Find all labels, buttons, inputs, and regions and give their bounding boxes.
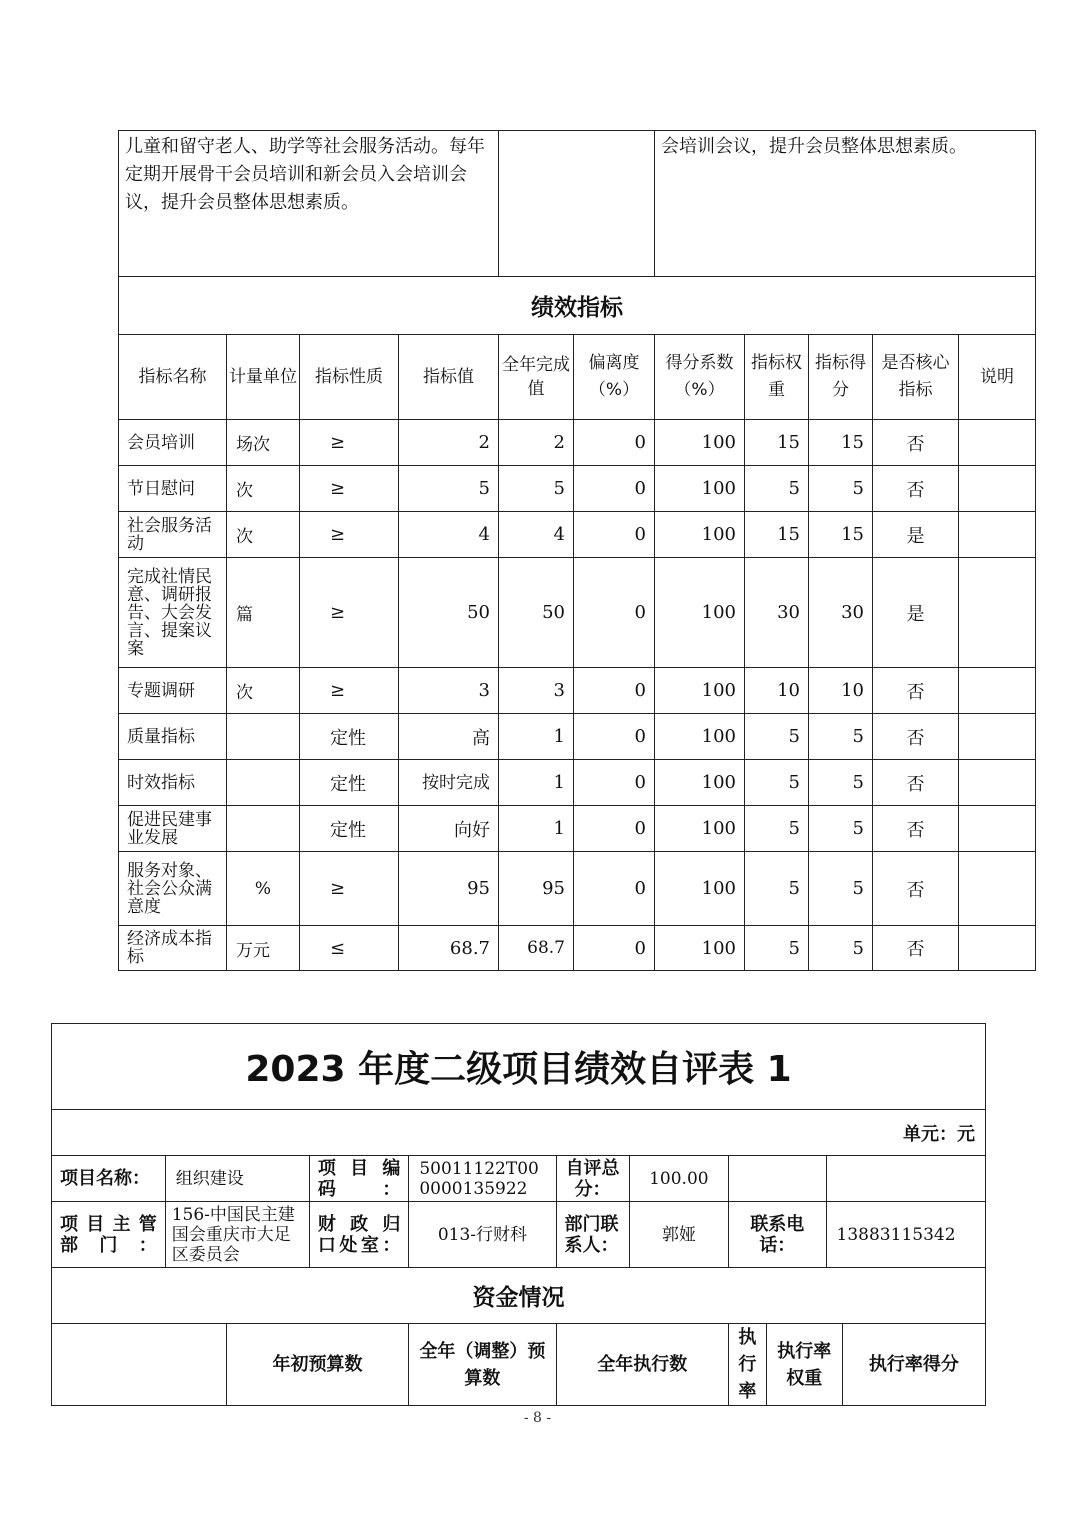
actual-value-cell: 4 [499,512,574,558]
weight-cell: 15 [745,420,809,466]
actual-value-cell: 1 [499,714,574,760]
weight-cell: 30 [745,558,809,668]
property-cell: ≥ [300,852,399,926]
header-weight: 指标权重 [745,335,809,420]
table-row [119,852,1036,926]
table-row [119,926,1036,971]
note-cell [959,668,1036,714]
header-target-value: 指标值 [399,335,499,420]
header-unit: 计量单位 [227,335,300,420]
performance-header-row [119,335,1036,420]
indicator-name-cell: 专题调研 [119,668,227,714]
table-row [119,466,1036,512]
coefficient-cell: 100 [655,760,745,806]
score-cell: 30 [809,558,873,668]
actual-value-cell: 2 [499,420,574,466]
unit-cell: 次 [227,668,300,714]
actual-value-cell: 50 [499,558,574,668]
actual-value-cell: 95 [499,852,574,926]
unit-cell: 次 [227,512,300,558]
note-cell [959,512,1036,558]
funds-header-execution-rate: 执行率 [729,1324,767,1406]
project-code-label: 项 目 编 码： [309,1156,408,1202]
continued-cell-right: 会培训会议，提升会员整体思想素质。 [655,131,1036,277]
note-cell [959,806,1036,852]
table-row [119,760,1036,806]
table-row [119,558,1036,668]
score-cell: 15 [809,420,873,466]
contact-label: 部门联系人： [556,1202,629,1268]
weight-cell: 5 [745,926,809,971]
note-cell [959,760,1036,806]
header-core: 是否核心指标 [873,335,959,420]
indicator-name-cell: 经济成本指标 [119,926,227,971]
continued-cell-middle [499,131,655,277]
note-cell [959,420,1036,466]
property-cell: 定性 [300,760,399,806]
note-cell [959,558,1036,668]
performance-section-title: 绩效指标 [119,277,1036,335]
funds-header-blank [52,1324,227,1406]
project-name-value: 组织建设 [165,1156,309,1202]
coefficient-cell: 100 [655,714,745,760]
coefficient-cell: 100 [655,512,745,558]
table-row [119,714,1036,760]
property-cell: ≥ [300,466,399,512]
deviation-cell: 0 [574,558,655,668]
score-cell: 15 [809,512,873,558]
department-label: 项 目 主 管 部门： [52,1202,166,1268]
unit-cell: % [227,852,300,926]
target-value-cell: 高 [399,714,499,760]
core-cell: 是 [873,512,959,558]
contact-value: 郭娅 [629,1202,728,1268]
finance-office-label: 财 政 归 口处室： [309,1202,408,1268]
phone-value: 13883115342 [826,1202,985,1268]
unit-cell: 场次 [227,420,300,466]
unit-cell: 万元 [227,926,300,971]
core-cell: 否 [873,760,959,806]
deviation-cell: 0 [574,926,655,971]
indicator-name-cell: 完成社情民意、调研报告、大会发言、提案议案 [119,558,227,668]
unit-line: 单元：元 [52,1110,986,1156]
blank-cell-1 [729,1156,826,1202]
header-indicator-name: 指标名称 [119,335,227,420]
indicator-name-cell: 服务对象、社会公众满意度 [119,852,227,926]
deviation-cell: 0 [574,714,655,760]
unit-cell: 篇 [227,558,300,668]
table-row [119,806,1036,852]
project-info-row-2 [52,1202,986,1268]
coefficient-cell: 100 [655,852,745,926]
funds-header-initial-budget: 年初预算数 [226,1324,409,1406]
page-number: - 8 - [523,1410,552,1426]
actual-value-cell: 68.7 [499,926,574,971]
coefficient-cell: 100 [655,466,745,512]
self-score-label: 自评总分： [556,1156,629,1202]
target-value-cell: 3 [399,668,499,714]
header-deviation: 偏离度（%） [574,335,655,420]
actual-value-cell: 1 [499,760,574,806]
finance-office-value: 013-行财科 [409,1202,556,1268]
self-evaluation-form [51,1023,986,1406]
property-cell: 定性 [300,714,399,760]
project-code-value: 50011122T000000135922 [409,1156,556,1202]
coefficient-cell: 100 [655,806,745,852]
target-value-cell: 95 [399,852,499,926]
core-cell: 否 [873,668,959,714]
score-cell: 5 [809,852,873,926]
coefficient-cell: 100 [655,420,745,466]
note-cell [959,926,1036,971]
table-row [119,512,1036,558]
funds-header-rate-score: 执行率得分 [842,1324,985,1406]
deviation-cell: 0 [574,420,655,466]
weight-cell: 5 [745,760,809,806]
property-cell: ≥ [300,668,399,714]
header-actual-value: 全年完成值 [499,335,574,420]
deviation-cell: 0 [574,512,655,558]
phone-label: 联系电话： [729,1202,826,1268]
deviation-cell: 0 [574,852,655,926]
actual-value-cell: 1 [499,806,574,852]
property-cell: ≥ [300,558,399,668]
performance-indicator-table [118,130,1036,971]
header-coefficient: 得分系数（%） [655,335,745,420]
coefficient-cell: 100 [655,926,745,971]
project-info-row-1 [52,1156,986,1202]
note-cell [959,714,1036,760]
indicator-name-cell: 节日慰问 [119,466,227,512]
property-cell: 定性 [300,806,399,852]
target-value-cell: 68.7 [399,926,499,971]
actual-value-cell: 3 [499,668,574,714]
target-value-cell: 4 [399,512,499,558]
weight-cell: 5 [745,806,809,852]
coefficient-cell: 100 [655,668,745,714]
table-row [119,420,1036,466]
funds-section-title: 资金情况 [52,1268,986,1324]
score-cell: 5 [809,926,873,971]
target-value-cell: 向好 [399,806,499,852]
deviation-cell: 0 [574,466,655,512]
coefficient-cell: 100 [655,558,745,668]
unit-cell [227,806,300,852]
score-cell: 5 [809,760,873,806]
header-score: 指标得分 [809,335,873,420]
score-cell: 5 [809,466,873,512]
target-value-cell: 5 [399,466,499,512]
funds-header-row [52,1324,986,1406]
form-title: 2023 年度二级项目绩效自评表 1 [52,1024,986,1110]
note-cell [959,466,1036,512]
header-property: 指标性质 [300,335,399,420]
actual-value-cell: 5 [499,466,574,512]
target-value-cell: 2 [399,420,499,466]
unit-cell [227,760,300,806]
self-score-value: 100.00 [629,1156,728,1202]
continued-cell-left: 儿童和留守老人、助学等社会服务活动。每年定期开展骨干会员培训和新会员入会培训会议，提升会员整体思想素质。 [119,131,499,277]
indicator-name-cell: 时效指标 [119,760,227,806]
core-cell: 否 [873,714,959,760]
score-cell: 5 [809,714,873,760]
score-cell: 5 [809,806,873,852]
deviation-cell: 0 [574,806,655,852]
funds-header-rate-weight: 执行率权重 [766,1324,842,1406]
note-cell [959,852,1036,926]
indicator-name-cell: 社会服务活动 [119,512,227,558]
property-cell: ≥ [300,512,399,558]
deviation-cell: 0 [574,760,655,806]
project-name-label: 项目名称： [52,1156,166,1202]
unit-cell [227,714,300,760]
indicator-name-cell: 促进民建事业发展 [119,806,227,852]
target-value-cell: 按时完成 [399,760,499,806]
indicator-name-cell: 会员培训 [119,420,227,466]
blank-cell-2 [826,1156,985,1202]
weight-cell: 10 [745,668,809,714]
header-note: 说明 [959,335,1036,420]
core-cell: 否 [873,852,959,926]
core-cell: 否 [873,926,959,971]
score-cell: 10 [809,668,873,714]
property-cell: ≥ [300,420,399,466]
weight-cell: 5 [745,852,809,926]
core-cell: 是 [873,558,959,668]
unit-cell: 次 [227,466,300,512]
funds-header-executed: 全年执行数 [556,1324,729,1406]
core-cell: 否 [873,420,959,466]
indicator-name-cell: 质量指标 [119,714,227,760]
department-value: 156-中国民主建国会重庆市大足区委员会 [165,1202,309,1268]
weight-cell: 5 [745,466,809,512]
weight-cell: 5 [745,714,809,760]
continued-content-row [119,131,1036,277]
target-value-cell: 50 [399,558,499,668]
deviation-cell: 0 [574,668,655,714]
core-cell: 否 [873,806,959,852]
property-cell: ≤ [300,926,399,971]
funds-header-adjusted-budget: 全年（调整）预算数 [409,1324,556,1406]
core-cell: 否 [873,466,959,512]
weight-cell: 15 [745,512,809,558]
table-row [119,668,1036,714]
